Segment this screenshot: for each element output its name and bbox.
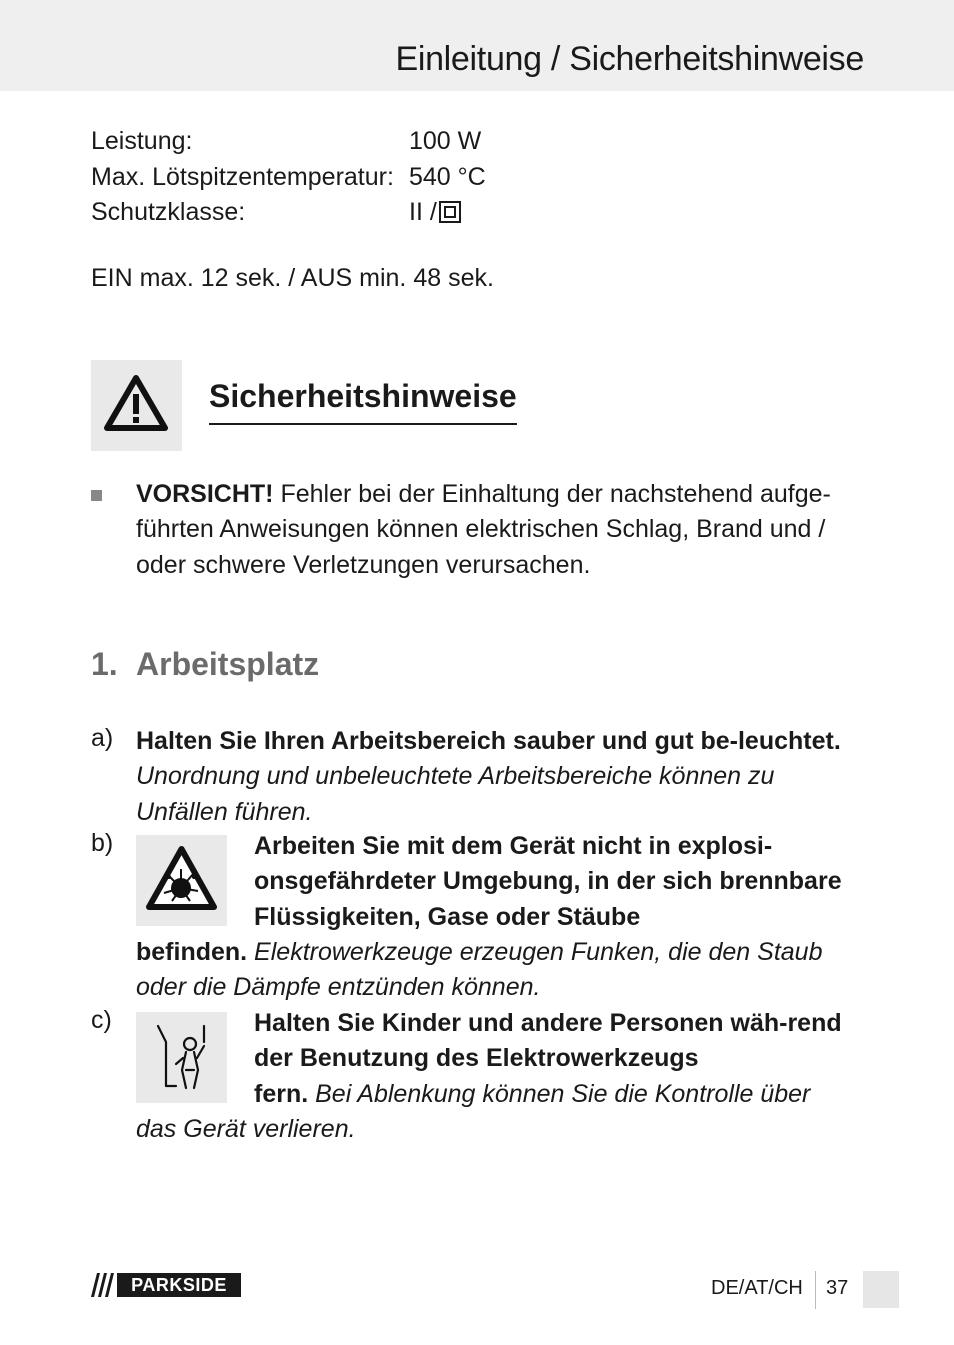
item-b-italic: Elektrowerkzeuge erzeugen Funken, die den Staub oder die Dämpfe entzünden können. [136,938,823,1002]
item-label-b: b) [91,829,114,857]
footer-divider [815,1271,816,1309]
explosion-warning-icon [136,835,227,926]
item-a-italic: Unordnung und unbeleuchtete Arbeitsbereiche können zu Unfällen führen. [136,762,775,826]
spec-value: 100 W [409,127,482,155]
item-c-italic-head: Bei Ablenkung können Sie die Kontrolle über [308,1079,811,1108]
brand-name: PARKSIDE [117,1273,241,1297]
item-a-text [136,724,866,830]
caution-text: Fehler bei der Einhaltung der nachstehend aufge-führten Anweisungen können elektrischen Schlag, Brand und / oder schwere Verletzungen verursachen. [136,480,831,579]
item-c-italic-tail: das Gerät verlieren. [136,1115,356,1143]
item-b-bold-head: Arbeiten Sie mit dem Gerät nicht in explosi-onsgefährdeter Umgebung, in der sich brennbare Flüssigkeiten, Gase oder Stäube [254,832,842,931]
caution-paragraph [136,477,856,583]
page-tab [863,1271,899,1308]
spec-value-protection-class [409,195,461,231]
item-b-bold-tail: befinden. [136,938,248,966]
country-codes: DE/AT/CH [711,1277,803,1299]
item-c-text [136,1112,866,1147]
warning-triangle-box [91,360,182,451]
page-number: 37 [826,1277,849,1299]
item-b-text [136,935,866,1006]
warning-triangle-icon [103,374,169,434]
protection-class-ii-icon [439,201,461,223]
section-number: 1. [91,646,118,682]
page-title: Einleitung / Sicherheitshinweise [395,40,864,78]
item-label-c: c) [91,1006,112,1034]
spec-label: Leistung: [91,127,193,155]
duty-cycle: EIN max. 12 sek. / AUS min. 48 sek. [91,264,494,292]
caution-label: VORSICHT! [136,480,274,508]
spec-value: 540 °C [409,162,486,191]
section-title: Arbeitsplatz [136,646,320,682]
item-b-heading [254,829,864,935]
item-c-heading [254,1006,874,1112]
item-a-bold: Halten Sie Ihren Arbeitsbereich sauber und gut be-leuchtet. [136,727,841,755]
spec-label: Max. Lötspitzentemperatur: [91,162,394,191]
item-c-bold-head: Halten Sie Kinder und andere Personen wäh-rend der Benutzung des Elektrowerkzeugs [254,1009,842,1073]
item-c-bold-tail: fern. [254,1079,309,1108]
bullet-icon [91,490,102,501]
logo-stripes-icon [91,1273,119,1297]
header-band [0,0,954,91]
protection-class-text: II / [409,198,437,226]
parkside-logo [91,1273,241,1297]
keep-children-away-icon [136,1012,227,1103]
safety-section-title: Sicherheitshinweise [209,378,517,425]
section-heading [91,646,319,683]
spec-label: Schutzklasse: [91,198,246,226]
item-label-a: a) [91,724,114,752]
